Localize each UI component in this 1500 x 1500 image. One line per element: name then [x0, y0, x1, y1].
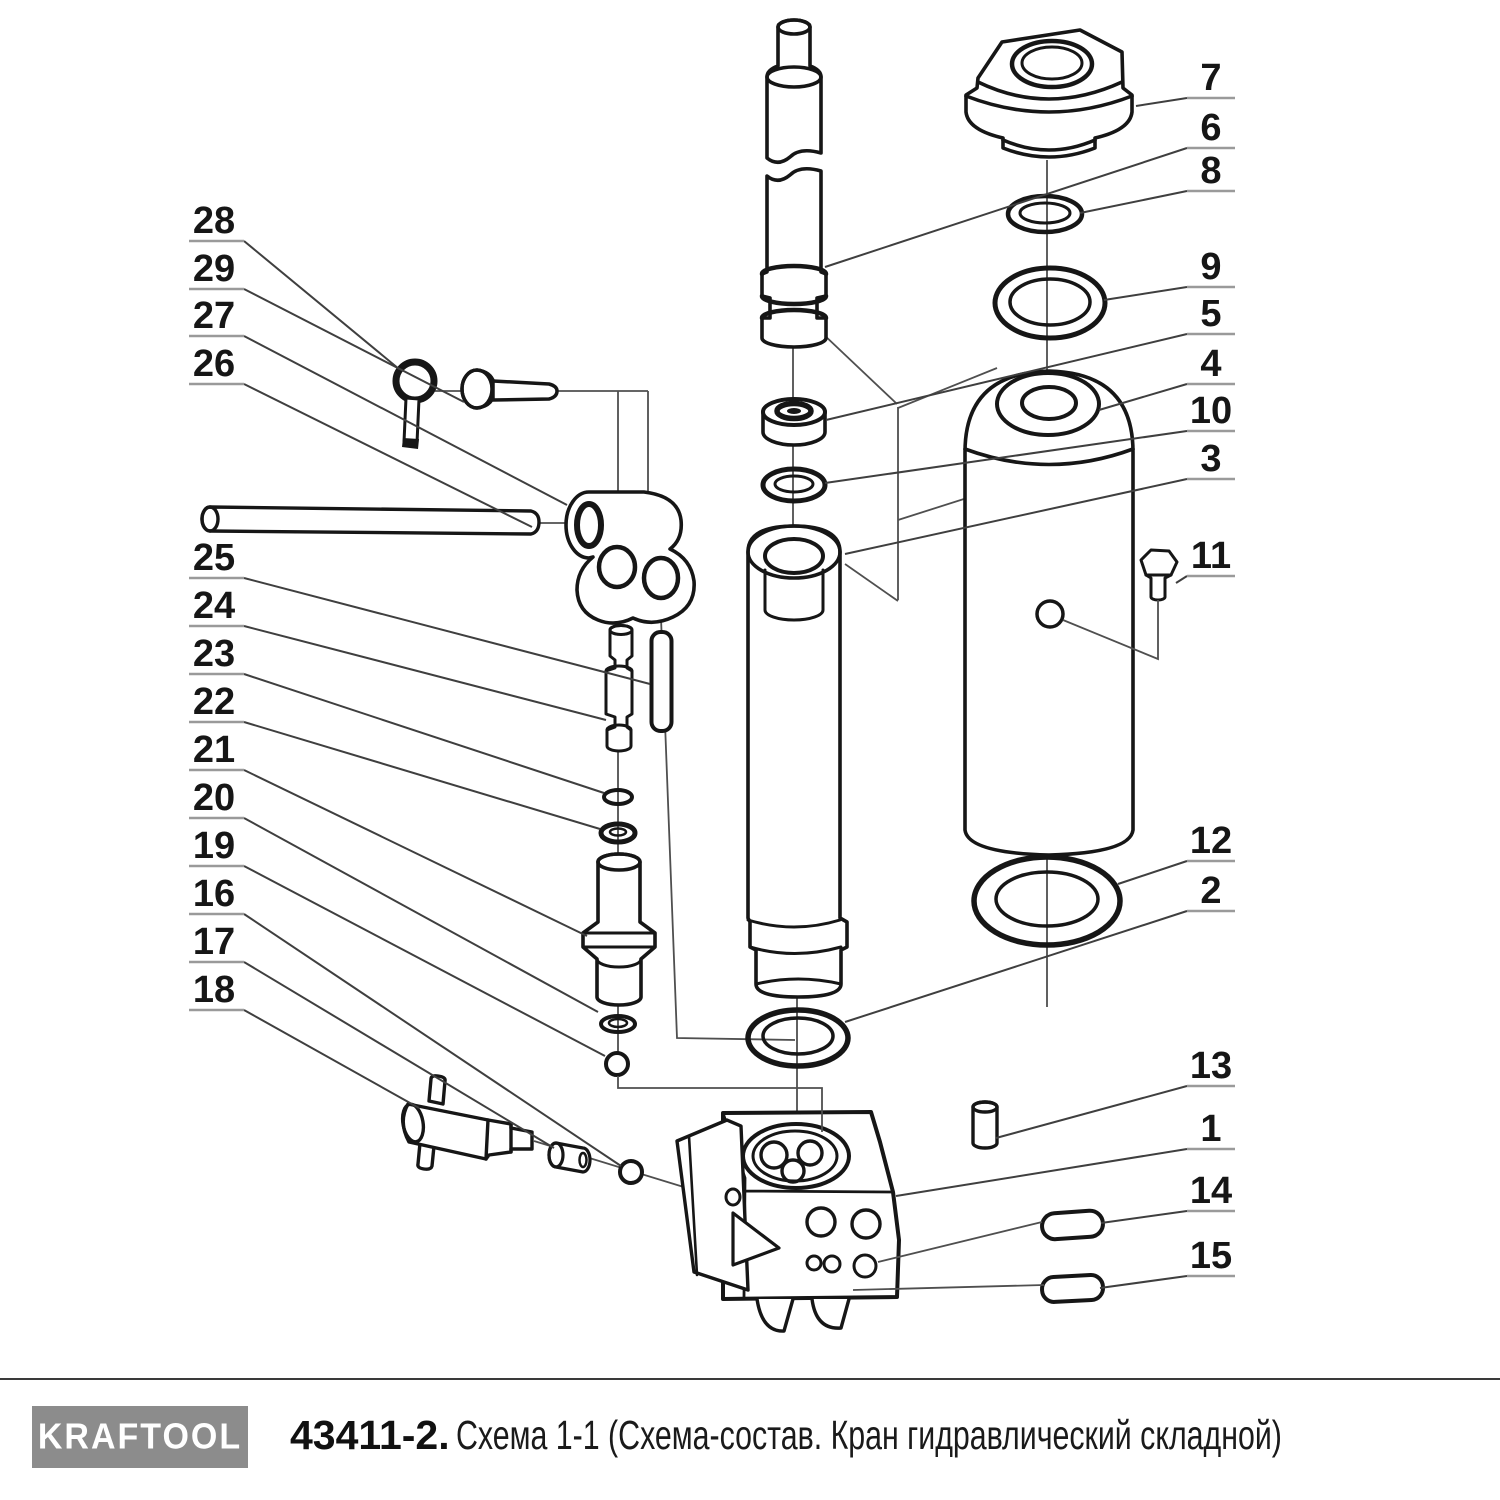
leader-line	[244, 241, 399, 369]
pin-14-part	[1041, 1210, 1104, 1240]
leader-line	[896, 1149, 1187, 1196]
bushing-5-part	[763, 399, 825, 445]
part-number-label: 16	[192, 873, 236, 915]
o-ring-9-part	[995, 268, 1105, 338]
leader-line	[1118, 861, 1187, 884]
part-number-label: 24	[192, 585, 236, 627]
leader-line	[1080, 191, 1187, 213]
valve-spool-24-part	[606, 626, 632, 752]
leader-line	[1136, 98, 1187, 106]
part-number-label: 11	[1190, 535, 1232, 577]
part-number-label: 5	[1200, 293, 1222, 335]
part-number-label: 26	[192, 343, 236, 385]
cylinder-part	[748, 526, 847, 997]
part-number-label: 27	[192, 295, 236, 337]
part-number-label: 22	[192, 681, 236, 723]
part-number-label: 15	[1189, 1235, 1233, 1277]
footer-caption	[290, 1412, 1500, 1459]
leader-line	[244, 1010, 419, 1108]
o-ring-10-part	[763, 469, 825, 501]
pump-piston-part	[583, 854, 655, 1005]
leader-line	[244, 866, 605, 1056]
part-number-label: 8	[1200, 150, 1222, 192]
part-number-label: 10	[1189, 390, 1233, 432]
part-number-label: 1	[1200, 1108, 1222, 1150]
kraftool-logo	[32, 1406, 248, 1468]
part-number-label: 17	[192, 921, 236, 963]
leader-line	[1101, 1211, 1187, 1223]
bolt-29-part	[462, 370, 557, 408]
part-number-label: 21	[192, 729, 236, 771]
part-number-label: 2	[1200, 870, 1222, 912]
r-pin-28-part	[396, 362, 434, 449]
part-number-label: 6	[1200, 107, 1222, 149]
part-number-label: 7	[1200, 57, 1222, 99]
part-number-label: 9	[1200, 246, 1222, 288]
part-number-label: 23	[192, 633, 236, 675]
part-number-label: 3	[1200, 438, 1222, 480]
leader-line	[244, 626, 606, 720]
tank-part	[965, 371, 1133, 855]
part-number-label: 29	[192, 248, 236, 290]
schema-title: Схема 1-1 (Схема-состав. Кран гидравлический складной)	[455, 1412, 1282, 1458]
ball-b-part	[620, 1161, 642, 1183]
leader-line	[1176, 576, 1187, 583]
part-number-label: 13	[1189, 1045, 1233, 1087]
leader-line	[244, 962, 554, 1148]
kraftool-logo-text: KRAFTOOL	[37, 1416, 243, 1457]
footer	[0, 1378, 1500, 1500]
pin-13-part	[973, 1102, 997, 1148]
part-number-label: 25	[192, 537, 236, 579]
pump-plunger-part	[762, 20, 826, 347]
o-ring-8-part	[1008, 196, 1082, 232]
bolt-11-part	[1141, 550, 1177, 600]
leader-line	[244, 722, 600, 829]
leader-line	[244, 289, 464, 402]
leader-line	[996, 1086, 1187, 1138]
leader-line	[825, 148, 1187, 267]
link-pin-25-part	[652, 632, 672, 731]
leader-line	[1100, 1276, 1187, 1288]
leader-line	[1104, 287, 1187, 300]
handle-rod-part	[202, 507, 539, 534]
cap-nut-part	[966, 30, 1132, 157]
part-number-label: 20	[192, 777, 236, 819]
pin-15-part	[1041, 1274, 1103, 1302]
schema-code: 43411-2.	[290, 1412, 450, 1458]
sleeve-17-part	[549, 1143, 590, 1172]
ball-a-part	[606, 1053, 628, 1075]
leader-line	[845, 911, 1187, 1022]
yoke-part	[566, 492, 694, 623]
part-number-label: 18	[192, 969, 236, 1011]
part-number-label: 14	[1189, 1170, 1233, 1212]
part-number-label: 12	[1189, 820, 1233, 862]
seal-ring-2-part	[748, 1010, 848, 1066]
part-number-label: 4	[1200, 343, 1222, 385]
base-block-part	[677, 1112, 899, 1331]
part-number-label: 28	[192, 200, 236, 242]
part-number-label: 19	[192, 825, 236, 867]
